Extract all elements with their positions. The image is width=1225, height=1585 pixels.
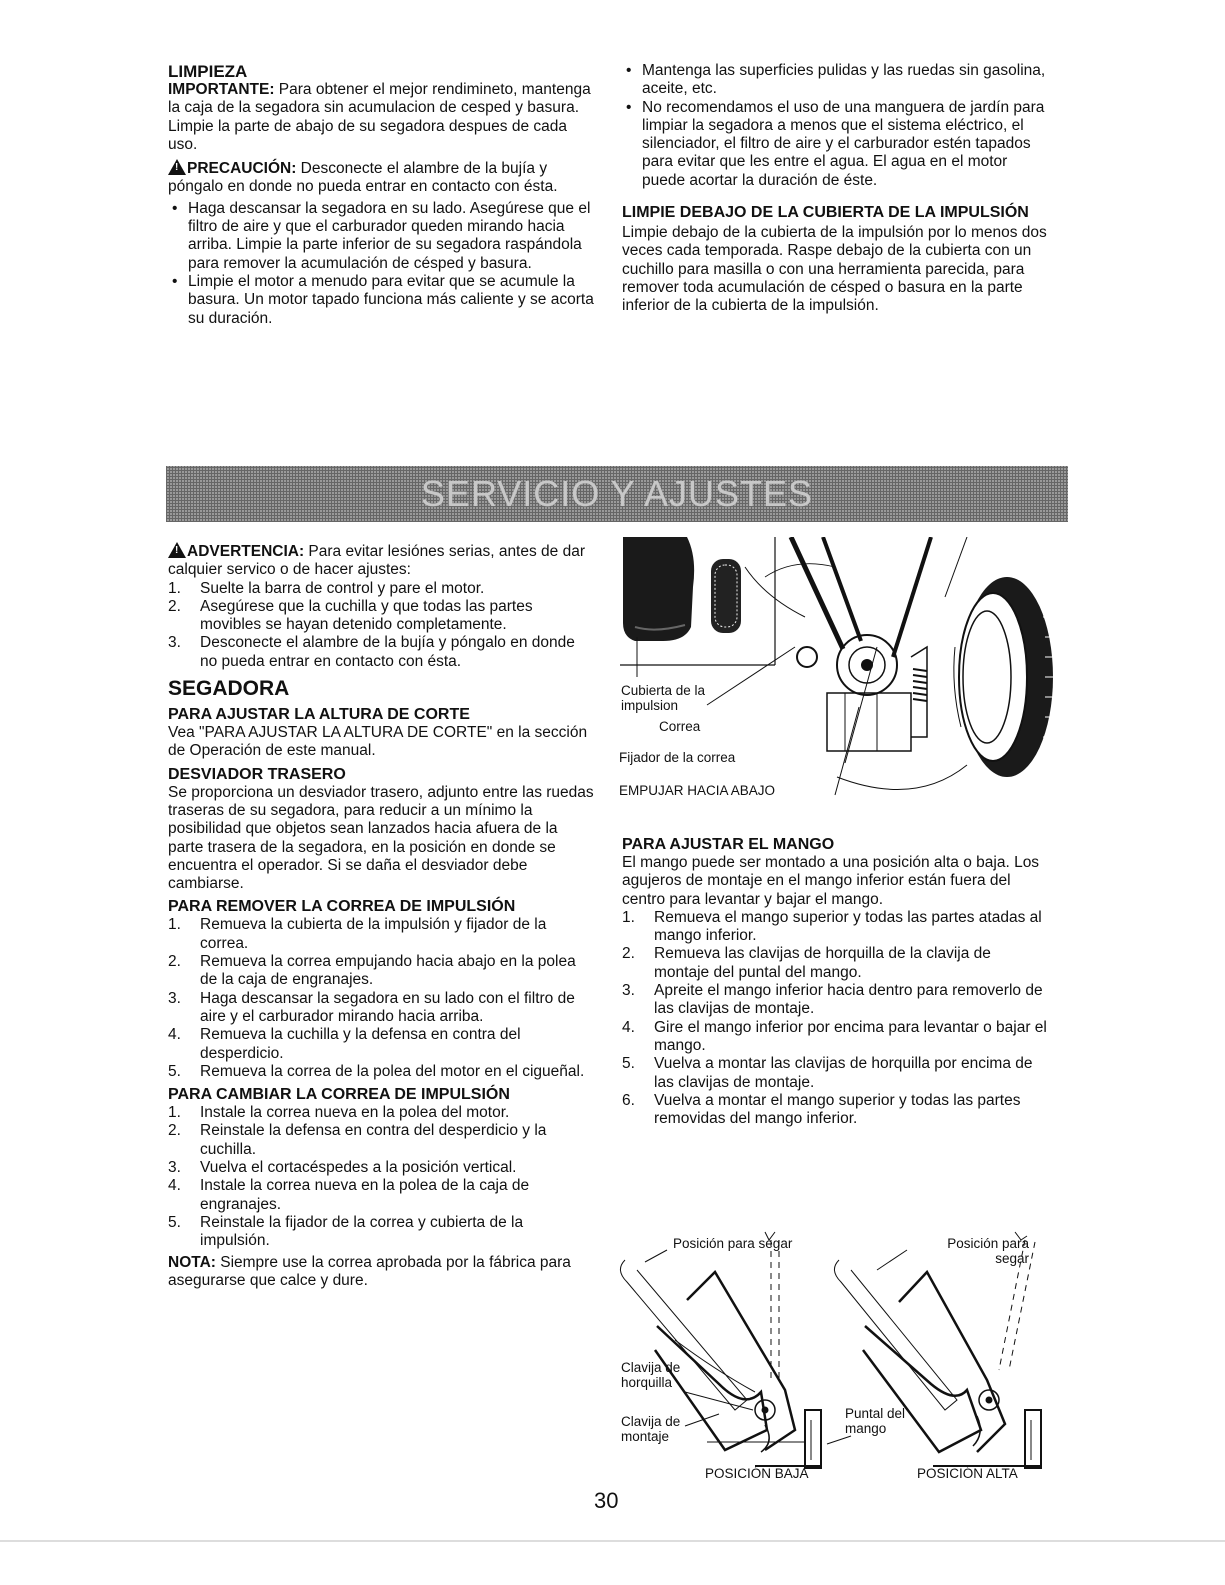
- label-mow-position-high: Posición para segar: [947, 1236, 1029, 1266]
- drive-belt-illustration: [615, 537, 1055, 807]
- warning-text: Para evitar lesiónes serias, antes de dar calquier servico o de hacer ajustes:: [168, 543, 585, 579]
- label-drive-cover: Cubierta de la impulsion: [621, 683, 706, 713]
- cleaning-title: LIMPIEZA: [168, 62, 248, 81]
- list-item: • Mantenga las superficies pulidas y las ruedas sin gasolina, aceite, etc.: [622, 62, 1048, 99]
- caution-label: PRECAUCIÓN:: [187, 160, 297, 178]
- handle-position-figure: [615, 1220, 1055, 1490]
- drive-belt-figure: [615, 537, 1055, 807]
- caution-text: Desconecte el alambre de la bujía y póngalo en donde no pueda entrar en contacto con ésta.: [168, 160, 558, 196]
- list-item: 1. Instale la correa nueva en la polea del motor.: [168, 1104, 510, 1122]
- list-item: 5. Remueva la correa de la polea del motor en el cigueñal.: [168, 1062, 585, 1080]
- list-item: • No recomendamos el uso de una manguera de jardín para limpiar la segadora a menos que el sistema eléctrico, el silenciador, el filtro de aire y el carburador estén tapados para evitar que les entre el agua. El agua en el motor puede acortar la duración de éste.: [622, 99, 1048, 190]
- warning-triangle-icon: [168, 159, 186, 175]
- label-belt: Correa: [659, 719, 701, 734]
- remove-belt-steps: [168, 916, 596, 1081]
- list-item: 3. Apreite el mango inferior hacia dentro para removerlo de las clavijas de montaje.: [622, 982, 1043, 1018]
- list-item: 3. Vuelva el cortacéspedes a la posición vertical.: [168, 1159, 517, 1177]
- handle-section: [622, 835, 1048, 1128]
- change-belt-title: PARA CAMBIAR LA CORREA DE IMPULSIÓN: [168, 1086, 510, 1104]
- page-number: 30: [594, 1488, 619, 1513]
- caution-paragraph: [168, 159, 594, 197]
- remove-belt-title: PARA REMOVER LA CORREA DE IMPULSIÓN: [168, 898, 516, 916]
- warning-label: ADVERTENCIA:: [187, 543, 305, 560]
- list-item: 3. Desconecte el alambre de la bujía y póngalo en donde no pueda entrar en contacto con ésta.: [168, 634, 575, 670]
- list-item: 2. Remueva las clavijas de horquilla de la clavija de montaje del puntal del mango.: [622, 945, 991, 981]
- handle-title: PARA AJUSTAR EL MANGO: [622, 836, 835, 853]
- list-item: 5. Reinstale la fijador de la correa y cubierta de la impulsión.: [168, 1213, 524, 1250]
- list-item: 5. Vuelva a montar las clavijas de horquilla por encima de las clavijas de montaje.: [622, 1055, 1033, 1091]
- list-item: 2. Reinstale la defensa en contra del desperdicio y la cuchilla.: [168, 1122, 547, 1158]
- cut-height-title: PARA AJUSTAR LA ALTURA DE CORTE: [168, 706, 470, 724]
- banner-title: SERVICIO Y AJUSTES: [420, 473, 814, 514]
- note-label: NOTA:: [168, 1253, 216, 1271]
- deflector-title: DESVIADOR TRASERO: [168, 765, 346, 783]
- section-banner: [166, 466, 1068, 522]
- handle-steps: [622, 909, 1048, 1129]
- list-item: 1. Suelte la barra de control y pare el motor.: [168, 579, 485, 597]
- warning-triangle-icon: [168, 542, 186, 558]
- note-text: Siempre use la correa aprobada por la fábrica para asegurarse que calce y dure.: [168, 1253, 571, 1289]
- cleaning-bullets: [168, 200, 594, 328]
- important-text: Para obtener el mejor rendimineto, mantenga la caja de la segadora sin acumulacion de cesped y basura. Limpie la parte de abajo de su segadora despues de cada uso.: [168, 81, 591, 153]
- handle-text: El mango puede ser montado a una posición alta o baja. Los agujeros de montaje en el mango inferior están fuera del centro para levantar y bajar el mango.: [622, 854, 1040, 908]
- label-mounting-pin: Clavija de montaje: [621, 1414, 681, 1444]
- list-item: 6. Vuelva a montar el mango superior y todas las partes removidas del mango inferior.: [622, 1091, 1021, 1128]
- deck-text: Limpie debajo de la cubierta de la impulsión por lo menos dos veces cada temporada. Raspe debajo de la cubierta con un cuchillo para masilla o con una herramienta parecida, para remover toda acumulación de césped o basura en la parte inferior de la cubierta de la impulsión.: [622, 224, 1047, 315]
- list-item: 3. Haga descansar la segadora en su lado con el filtro de aire y el carburador mirando hacia arriba.: [168, 989, 575, 1025]
- caption-low-position: POSICIÓN BAJA: [705, 1466, 809, 1481]
- list-item: • Limpie el motor a menudo para evitar que se acumule la basura. Un motor tapado funciona más caliente y se acorta su duración.: [168, 273, 594, 328]
- right-top-bullets: [622, 62, 1048, 190]
- label-handle-bracket: Puntal del mango: [845, 1406, 906, 1436]
- warning-paragraph: [168, 542, 596, 580]
- important-label: IMPORTANTE:: [168, 81, 275, 98]
- cut-height-text: Vea "PARA AJUSTAR LA ALTURA DE CORTE" en la sección de Operación de este manual.: [168, 724, 588, 760]
- list-item: 1. Remueva el mango superior y todas las partes atadas al mango inferior.: [622, 908, 1042, 945]
- cleaning-section: [168, 62, 594, 328]
- change-belt-steps: [168, 1104, 596, 1250]
- label-mow-position-low: Posición para segar: [673, 1236, 793, 1251]
- important-paragraph: [168, 81, 594, 154]
- mower-title: SEGADORA: [168, 677, 290, 701]
- list-item: • Haga descansar la segadora en su lado. Asegúrese que el filtro de aire y que el carburador queden mirando hacia arriba. Limpie la parte inferior de su segadora raspándola para remover la acumulación de césped y basura.: [168, 200, 594, 273]
- warning-steps: [168, 580, 596, 671]
- label-push-down: EMPUJAR HACIA ABAJO: [619, 783, 776, 798]
- deflector-text: Se proporciona un desviador trasero, adjunto entre las ruedas traseras de su segadora, para reducir a un mínimo la posibilidad que objetos sean lanzados hacia afuera de la parte trasera de la segadora, en la posición en donde se encuentra el operador. Si se daña el desviador debe cambiarse.: [168, 783, 594, 893]
- note-paragraph: [168, 1254, 596, 1291]
- deck-title: LIMPIE DEBAJO DE LA CUBIERTA DE LA IMPULSIÓN: [622, 204, 1029, 222]
- list-item: 2. Remueva la correa empujando hacia abajo en la polea de la caja de engranajes.: [168, 953, 576, 989]
- list-item: 4. Gire el mango inferior por encima para levantar o bajar el mango.: [622, 1018, 1047, 1054]
- list-item: 4. Instale la correa nueva en la polea de la caja de engranajes.: [168, 1177, 530, 1213]
- list-item: 2. Asegúrese que la cuchilla y que todas las partes movibles se hayan detenido completamente.: [168, 597, 533, 634]
- label-hairpin-clip: Clavija de horquilla: [621, 1360, 681, 1390]
- list-item: 1. Remueva la cubierta de la impulsión y fijador de la correa.: [168, 916, 547, 952]
- caption-high-position: POSICIÓN ALTA: [917, 1466, 1018, 1481]
- list-item: 4. Remueva la cuchilla y la defensa en contra del desperdicio.: [168, 1026, 521, 1062]
- label-belt-keeper: Fijador de la correa: [619, 750, 736, 765]
- right-top-section: [622, 62, 1048, 316]
- service-section: [168, 542, 596, 1290]
- page-bottom-rule: [0, 1540, 1225, 1542]
